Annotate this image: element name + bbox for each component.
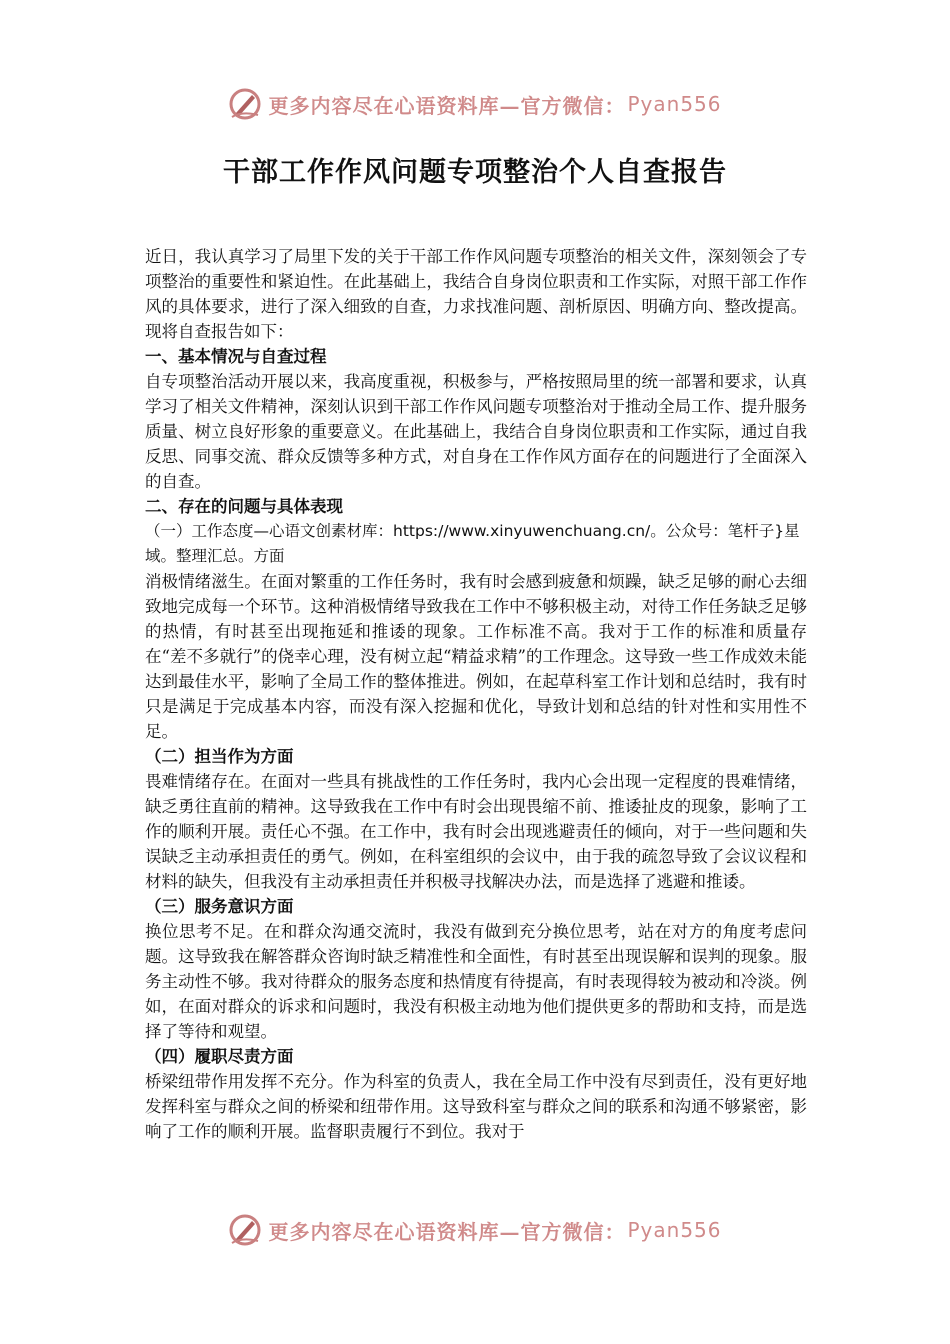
subsection-heading-1: （一）工作态度—心语文创素材库：https://www.xinyuwenchuang.cn/。公众号：笔杆子}星域。整理汇总。方面 xyxy=(145,522,800,565)
watermark-text: 更多内容尽在心语资料库—官方微信： xyxy=(268,1219,626,1244)
subsection-3-paragraph: 换位思考不足。在和群众沟通交流时，我没有做到充分换位思考，站在对方的角度考虑问题。这导致我在解答群众咨询时缺乏精准性和全面性，有时甚至出现误解和误判的现象。服务主动性不够。我对待群众的服务态度和热情度有待提高，有时表现得较为被动和冷淡。例如，在面对群众的诉求和问题时，我没有积极主动地为他们提供更多的帮助和支持，而是选择了等待和观望。 xyxy=(145,922,807,1041)
quill-logo-icon xyxy=(228,87,262,121)
document-body xyxy=(145,244,807,1144)
watermark-wechat-id: Pyan556 xyxy=(627,92,722,116)
watermark-text: 更多内容尽在心语资料库—官方微信： xyxy=(268,93,626,118)
watermark-banner-bottom xyxy=(0,1210,950,1250)
subsection-4-paragraph: 桥梁纽带作用发挥不充分。作为科室的负责人，我在全局工作中没有尽到责任，没有更好地发挥科室与群众之间的桥梁和纽带作用。这导致科室与群众之间的联系和沟通不够紧密，影响了工作的顺利开展。监督职责履行不到位。我对于 xyxy=(145,1072,807,1141)
quill-logo-icon xyxy=(228,1213,262,1247)
subsection-heading-2: （二）担当作为方面 xyxy=(145,747,294,766)
subsection-heading-3: （三）服务意识方面 xyxy=(145,897,294,916)
intro-paragraph: 近日，我认真学习了局里下发的关于干部工作作风问题专项整治的相关文件，深刻领会了专项整治的重要性和紧迫性。在此基础上，我结合自身岗位职责和工作实际，对照干部工作作风的具体要求，进行了深入细致的自查，力求找准问题、剖析原因、明确方向、整改提高。现将自查报告如下： xyxy=(145,247,807,341)
watermark-banner-top xyxy=(0,84,950,124)
document-title: 干部工作作风问题专项整治个人自查报告 xyxy=(223,157,727,188)
section-heading-2: 二、存在的问题与具体表现 xyxy=(145,497,343,516)
subsection-heading-4: （四）履职尽责方面 xyxy=(145,1047,294,1066)
watermark-wechat-id: Pyan556 xyxy=(627,1218,722,1242)
subsection-2-paragraph: 畏难情绪存在。在面对一些具有挑战性的工作任务时，我内心会出现一定程度的畏难情绪，缺乏勇往直前的精神。这导致我在工作中有时会出现畏缩不前、推诿扯皮的现象，影响了工作的顺利开展。责任心不强。在工作中，我有时会出现逃避责任的倾向，对于一些问题和失误缺乏主动承担责任的勇气。例如，在科室组织的会议中，由于我的疏忽导致了会议议程和材料的缺失，但我没有主动承担责任并积极寻找解决办法，而是选择了逃避和推诿。 xyxy=(145,772,807,891)
section-1-paragraph: 自专项整治活动开展以来，我高度重视，积极参与，严格按照局里的统一部署和要求，认真学习了相关文件精神，深刻认识到干部工作作风问题专项整治对于推动全局工作、提升服务质量、树立良好形象的重要意义。在此基础上，我结合自身岗位职责和工作实际，通过自我反思、同事交流、群众反馈等多种方式，对自身在工作作风方面存在的问题进行了全面深入的自查。 xyxy=(145,372,807,491)
section-heading-1: 一、基本情况与自查过程 xyxy=(145,347,327,366)
subsection-1-paragraph: 消极情绪滋生。在面对繁重的工作任务时，我有时会感到疲惫和烦躁，缺乏足够的耐心去细致地完成每一个环节。这种消极情绪导致我在工作中不够积极主动，对待工作任务缺乏足够的热情，有时甚至出现拖延和推诿的现象。工作标准不高。我对于工作的标准和质量存在“差不多就行”的侥幸心理，没有树立起“精益求精”的工作理念。这导致一些工作成效未能达到最佳水平，影响了全局工作的整体推进。例如，在起草科室工作计划和总结时，我有时只是满足于完成基本内容，而没有深入挖掘和优化，导致计划和总结的针对性和实用性不足。 xyxy=(145,572,807,741)
